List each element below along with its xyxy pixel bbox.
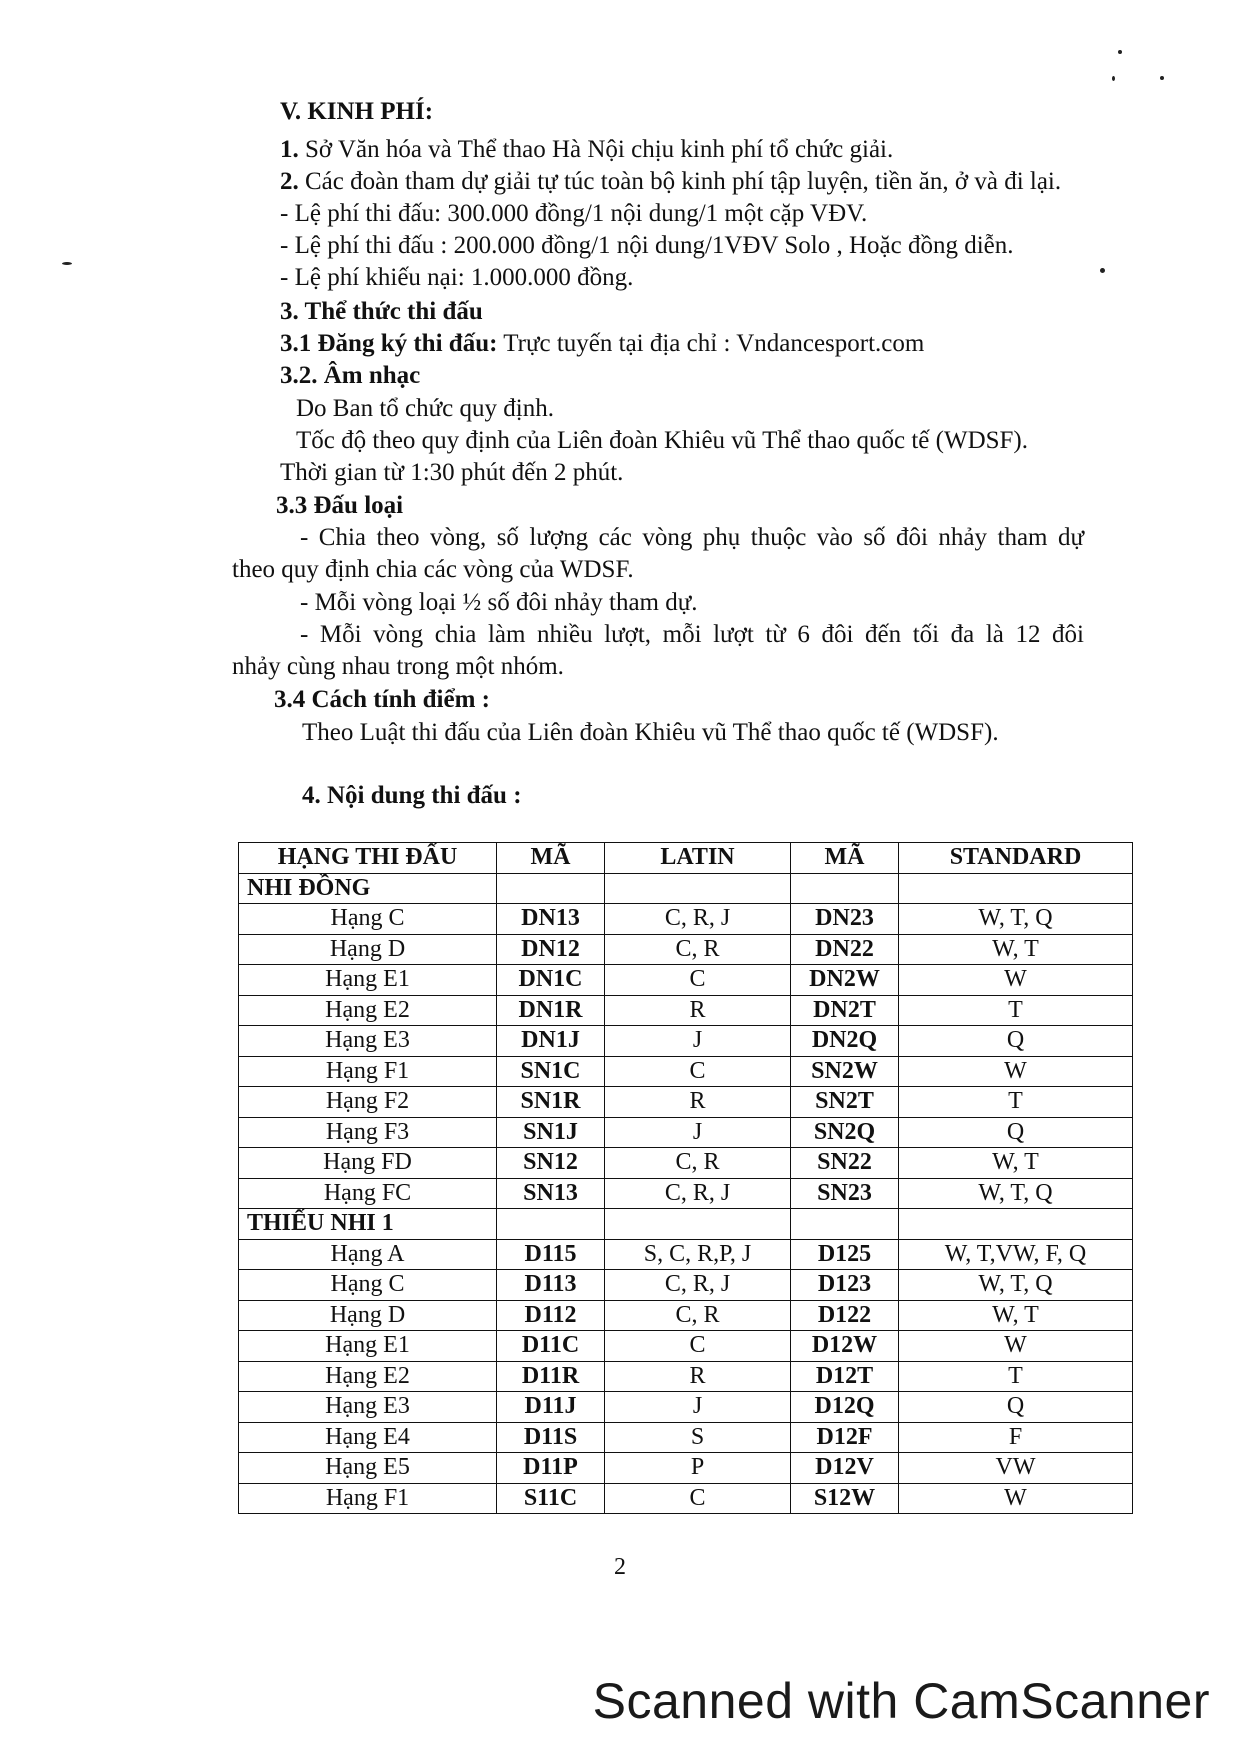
table-row bbox=[239, 904, 1133, 935]
funding-num: 1. bbox=[280, 136, 299, 163]
scan-speck bbox=[62, 262, 72, 265]
column-header: HẠNG THI ĐẤU bbox=[239, 843, 497, 874]
scan-speck bbox=[1112, 76, 1115, 81]
column-header: MÃ bbox=[791, 843, 899, 874]
empty-cell bbox=[605, 873, 791, 904]
elimination-paragraph-cont: nhảy cùng nhau trong một nhóm. bbox=[232, 653, 564, 680]
latin-dances-cell: J bbox=[605, 1117, 791, 1148]
rank-cell: Hạng F1 bbox=[239, 1483, 497, 1514]
elimination-paragraph: - Chia theo vòng, số lượng các vòng phụ thuộc vào số đôi nhảy tham dự bbox=[300, 524, 1084, 551]
rank-cell: Hạng E3 bbox=[239, 1026, 497, 1057]
rank-cell: Hạng E3 bbox=[239, 1392, 497, 1423]
rank-cell: Hạng E1 bbox=[239, 1331, 497, 1362]
latin-dances-cell: P bbox=[605, 1453, 791, 1484]
rank-cell: Hạng E2 bbox=[239, 1361, 497, 1392]
table-body bbox=[239, 873, 1133, 1514]
column-header: LATIN bbox=[605, 843, 791, 874]
standard-dances-cell: W, T bbox=[899, 1148, 1133, 1179]
standard-code-cell: D125 bbox=[791, 1239, 899, 1270]
group-label: THIẾU NHI 1 bbox=[239, 1209, 497, 1240]
registration-label: 3.1 Đăng ký thi đấu: bbox=[280, 330, 498, 357]
latin-code-cell: D11S bbox=[497, 1422, 605, 1453]
latin-dances-cell: C, R bbox=[605, 1300, 791, 1331]
latin-code-cell: SN12 bbox=[497, 1148, 605, 1179]
standard-dances-cell: W, T bbox=[899, 1300, 1133, 1331]
table-row bbox=[239, 1392, 1133, 1423]
elimination-heading: 3.3 Đấu loại bbox=[276, 492, 404, 519]
table-row bbox=[239, 1270, 1133, 1301]
music-heading: 3.2. Âm nhạc bbox=[280, 362, 421, 389]
latin-code-cell: D113 bbox=[497, 1270, 605, 1301]
standard-dances-cell: T bbox=[899, 1087, 1133, 1118]
funding-text: Các đoàn tham dự giải tự túc toàn bộ kinh phí tập luyện, tiền ăn, ở và đi lại. bbox=[298, 168, 1062, 195]
group-row bbox=[239, 873, 1133, 904]
rank-cell: Hạng F3 bbox=[239, 1117, 497, 1148]
rank-cell: Hạng E4 bbox=[239, 1422, 497, 1453]
latin-code-cell: SN13 bbox=[497, 1178, 605, 1209]
registration-text: Trực tuyến tại địa chỉ : Vndancesport.com bbox=[497, 330, 925, 357]
latin-code-cell: DN1R bbox=[497, 995, 605, 1026]
latin-code-cell: DN12 bbox=[497, 934, 605, 965]
latin-code-cell: SN1C bbox=[497, 1056, 605, 1087]
latin-dances-cell: R bbox=[605, 1361, 791, 1392]
latin-dances-cell: C bbox=[605, 1331, 791, 1362]
table-row bbox=[239, 934, 1133, 965]
empty-cell bbox=[605, 1209, 791, 1240]
table-row bbox=[239, 965, 1133, 996]
standard-code-cell: D122 bbox=[791, 1300, 899, 1331]
registration-line bbox=[280, 328, 924, 360]
fee-line: - Lệ phí thi đấu : 200.000 đồng/1 nội dung/1VĐV Solo , Hoặc đồng diễn. bbox=[280, 232, 1014, 259]
latin-code-cell: D11P bbox=[497, 1453, 605, 1484]
latin-code-cell: DN1J bbox=[497, 1026, 605, 1057]
empty-cell bbox=[497, 1209, 605, 1240]
rank-cell: Hạng D bbox=[239, 1300, 497, 1331]
standard-code-cell: SN2Q bbox=[791, 1117, 899, 1148]
standard-dances-cell: W bbox=[899, 1331, 1133, 1362]
funding-text: Sở Văn hóa và Thể thao Hà Nội chịu kinh phí tổ chức giải. bbox=[298, 136, 894, 163]
standard-code-cell: SN23 bbox=[791, 1178, 899, 1209]
latin-dances-cell: J bbox=[605, 1026, 791, 1057]
standard-code-cell: D12W bbox=[791, 1331, 899, 1362]
standard-dances-cell: F bbox=[899, 1422, 1133, 1453]
latin-code-cell: SN1J bbox=[497, 1117, 605, 1148]
standard-code-cell: D123 bbox=[791, 1270, 899, 1301]
empty-cell bbox=[497, 873, 605, 904]
standard-dances-cell: Q bbox=[899, 1392, 1133, 1423]
table-header-row bbox=[239, 843, 1133, 874]
rank-cell: Hạng E5 bbox=[239, 1453, 497, 1484]
music-line: Tốc độ theo quy định của Liên đoàn Khiêu vũ Thể thao quốc tế (WDSF). bbox=[296, 427, 1029, 454]
fee-line: - Lệ phí thi đấu: 300.000 đồng/1 nội dung/1 một cặp VĐV. bbox=[280, 200, 868, 227]
standard-code-cell: DN2T bbox=[791, 995, 899, 1026]
standard-code-cell: SN2T bbox=[791, 1087, 899, 1118]
table-row bbox=[239, 1056, 1133, 1087]
latin-code-cell: D112 bbox=[497, 1300, 605, 1331]
latin-dances-cell: C, R bbox=[605, 1148, 791, 1179]
standard-code-cell: DN2Q bbox=[791, 1026, 899, 1057]
standard-dances-cell: W bbox=[899, 1483, 1133, 1514]
rank-cell: Hạng C bbox=[239, 1270, 497, 1301]
standard-code-cell: D12F bbox=[791, 1422, 899, 1453]
latin-dances-cell: C, R, J bbox=[605, 904, 791, 935]
latin-code-cell: SN1R bbox=[497, 1087, 605, 1118]
events-heading: 4. Nội dung thi đấu : bbox=[302, 782, 522, 809]
column-header: STANDARD bbox=[899, 843, 1133, 874]
standard-code-cell: S12W bbox=[791, 1483, 899, 1514]
table-row bbox=[239, 1148, 1133, 1179]
latin-code-cell: DN13 bbox=[497, 904, 605, 935]
latin-code-cell: D11J bbox=[497, 1392, 605, 1423]
empty-cell bbox=[899, 1209, 1133, 1240]
scoring-text: Theo Luật thi đấu của Liên đoàn Khiêu vũ Thể thao quốc tế (WDSF). bbox=[302, 719, 999, 746]
group-row bbox=[239, 1209, 1133, 1240]
standard-dances-cell: W, T,VW, F, Q bbox=[899, 1239, 1133, 1270]
standard-dances-cell: Q bbox=[899, 1026, 1133, 1057]
page-number: 2 bbox=[614, 1554, 626, 1580]
latin-code-cell: D11C bbox=[497, 1331, 605, 1362]
standard-dances-cell: W bbox=[899, 965, 1133, 996]
table-row bbox=[239, 1422, 1133, 1453]
rank-cell: Hạng F2 bbox=[239, 1087, 497, 1118]
latin-dances-cell: C bbox=[605, 1056, 791, 1087]
section-title: V. KINH PHÍ: bbox=[280, 98, 434, 125]
latin-code-cell: DN1C bbox=[497, 965, 605, 996]
scan-speck bbox=[1118, 50, 1122, 54]
latin-dances-cell: S, C, R,P, J bbox=[605, 1239, 791, 1270]
elimination-paragraph-cont: theo quy định chia các vòng của WDSF. bbox=[232, 556, 634, 583]
standard-dances-cell: W, T, Q bbox=[899, 904, 1133, 935]
rank-cell: Hạng D bbox=[239, 934, 497, 965]
funding-num: 2. bbox=[280, 168, 299, 195]
standard-code-cell: SN2W bbox=[791, 1056, 899, 1087]
table-row bbox=[239, 1239, 1133, 1270]
scan-speck bbox=[1100, 268, 1105, 273]
latin-dances-cell: R bbox=[605, 995, 791, 1026]
table-row bbox=[239, 1117, 1133, 1148]
standard-dances-cell: Q bbox=[899, 1117, 1133, 1148]
standard-dances-cell: W, T bbox=[899, 934, 1133, 965]
empty-cell bbox=[899, 873, 1133, 904]
format-heading: 3. Thể thức thi đấu bbox=[280, 298, 483, 325]
table-row bbox=[239, 1087, 1133, 1118]
rank-cell: Hạng A bbox=[239, 1239, 497, 1270]
table-row bbox=[239, 1453, 1133, 1484]
rank-cell: Hạng C bbox=[239, 904, 497, 935]
standard-code-cell: D12T bbox=[791, 1361, 899, 1392]
latin-code-cell: D115 bbox=[497, 1239, 605, 1270]
rank-cell: Hạng FC bbox=[239, 1178, 497, 1209]
table-row bbox=[239, 1331, 1133, 1362]
latin-code-cell: S11C bbox=[497, 1483, 605, 1514]
group-label: NHI ĐỒNG bbox=[239, 873, 497, 904]
table-row bbox=[239, 995, 1133, 1026]
latin-dances-cell: C bbox=[605, 965, 791, 996]
table-row bbox=[239, 1483, 1133, 1514]
scoring-heading: 3.4 Cách tính điểm : bbox=[274, 686, 490, 713]
events-table bbox=[238, 842, 1133, 1514]
standard-dances-cell: W, T, Q bbox=[899, 1270, 1133, 1301]
standard-dances-cell: T bbox=[899, 1361, 1133, 1392]
latin-dances-cell: C, R, J bbox=[605, 1270, 791, 1301]
column-header: MÃ bbox=[497, 843, 605, 874]
music-line: Thời gian từ 1:30 phút đến 2 phút. bbox=[280, 459, 624, 486]
elimination-paragraph: - Mỗi vòng chia làm nhiều lượt, mỗi lượt từ 6 đôi đến tối đa là 12 đôi bbox=[300, 621, 1084, 648]
table-row bbox=[239, 1026, 1133, 1057]
music-line: Do Ban tổ chức quy định. bbox=[296, 395, 554, 422]
standard-code-cell: DN22 bbox=[791, 934, 899, 965]
standard-code-cell: D12Q bbox=[791, 1392, 899, 1423]
standard-code-cell: DN23 bbox=[791, 904, 899, 935]
latin-dances-cell: C, R, J bbox=[605, 1178, 791, 1209]
scan-speck bbox=[1160, 76, 1164, 80]
latin-dances-cell: R bbox=[605, 1087, 791, 1118]
rank-cell: Hạng E2 bbox=[239, 995, 497, 1026]
standard-dances-cell: W, T, Q bbox=[899, 1178, 1133, 1209]
standard-code-cell: SN22 bbox=[791, 1148, 899, 1179]
latin-dances-cell: C bbox=[605, 1483, 791, 1514]
standard-code-cell: D12V bbox=[791, 1453, 899, 1484]
standard-dances-cell: VW bbox=[899, 1453, 1133, 1484]
empty-cell bbox=[791, 873, 899, 904]
camscanner-watermark: Scanned with CamScanner bbox=[592, 1673, 1210, 1729]
latin-dances-cell: J bbox=[605, 1392, 791, 1423]
table-row bbox=[239, 1300, 1133, 1331]
standard-dances-cell: T bbox=[899, 995, 1133, 1026]
latin-dances-cell: S bbox=[605, 1422, 791, 1453]
elimination-rule: - Mỗi vòng loại ½ số đôi nhảy tham dự. bbox=[300, 589, 698, 616]
funding-item-1 bbox=[280, 134, 893, 166]
empty-cell bbox=[791, 1209, 899, 1240]
standard-code-cell: DN2W bbox=[791, 965, 899, 996]
fee-line: - Lệ phí khiếu nại: 1.000.000 đồng. bbox=[280, 264, 634, 291]
latin-dances-cell: C, R bbox=[605, 934, 791, 965]
rank-cell: Hạng FD bbox=[239, 1148, 497, 1179]
latin-code-cell: D11R bbox=[497, 1361, 605, 1392]
rank-cell: Hạng F1 bbox=[239, 1056, 497, 1087]
funding-item-2 bbox=[280, 166, 1061, 198]
table-row bbox=[239, 1361, 1133, 1392]
rank-cell: Hạng E1 bbox=[239, 965, 497, 996]
standard-dances-cell: W bbox=[899, 1056, 1133, 1087]
table-row bbox=[239, 1178, 1133, 1209]
